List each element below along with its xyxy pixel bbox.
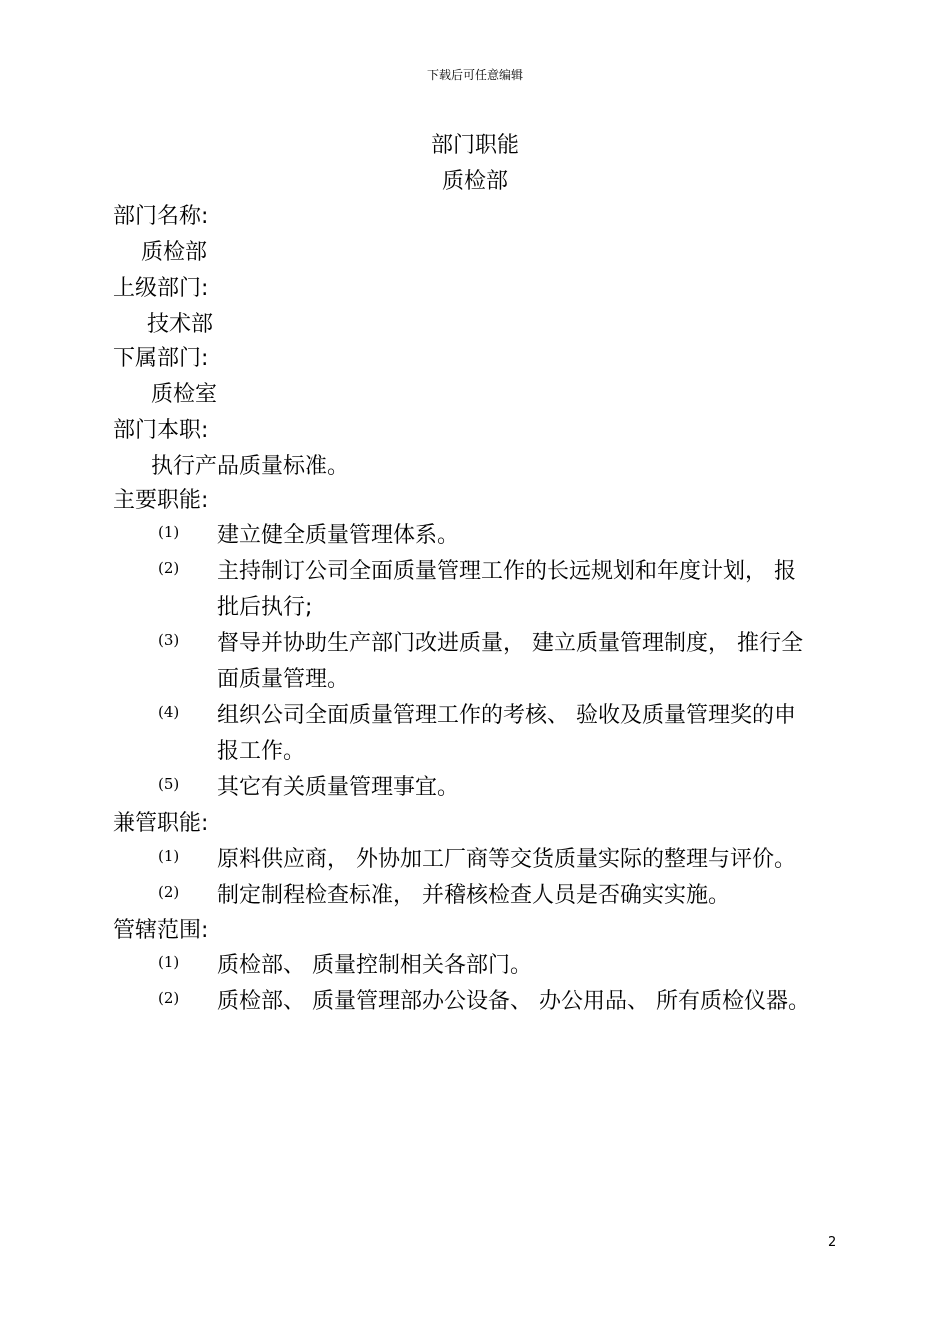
list-number: (2) [158,883,180,901]
section-label-name: 部门名称: [113,204,209,229]
list-item-text: 主持制订公司全面质量管理工作的长远规划和年度计划， 报 [217,559,796,584]
section-value-superior: 技术部 [147,312,214,337]
list-number: (1) [158,953,180,971]
document-subtitle: 质检部 [441,169,508,194]
list-number: (2) [158,989,180,1007]
list-number: (5) [158,775,180,793]
section-label-concurrent-functions: 兼管职能: [113,811,209,836]
list-item-text: 督导并协助生产部门改进质量， 建立质量管理制度， 推行全 [217,631,803,656]
list-item-text: 原料供应商， 外协加工厂商等交货质量实际的整理与评价。 [217,847,796,872]
section-value-subordinate: 质检室 [151,382,218,407]
section-value-name: 质检部 [141,240,208,265]
section-value-duty: 执行产品质量标准。 [151,454,350,479]
list-item-text-continued: 报工作。 [217,739,306,764]
list-number: (2) [158,559,180,577]
list-number: (3) [158,631,180,649]
list-item-text: 组织公司全面质量管理工作的考核、 验收及质量管理奖的申 [217,703,796,728]
section-label-duty: 部门本职: [113,418,209,443]
list-item-text-continued: 批后执行; [217,595,313,620]
section-label-scope: 管辖范围: [113,918,209,943]
list-item-text: 质检部、 质量控制相关各部门。 [217,953,532,978]
list-item-text: 建立健全质量管理体系。 [217,523,460,548]
list-item-text: 制定制程检查标准， 并稽核检查人员是否确实实施。 [217,883,730,908]
page-number: 2 [828,1235,837,1250]
list-item-text-continued: 面质量管理。 [217,667,350,692]
section-label-subordinate: 下属部门: [113,346,209,371]
list-number: (4) [158,703,180,721]
list-number: (1) [158,523,180,541]
list-item-text: 质检部、 质量管理部办公设备、 办公用品、 所有质检仪器。 [217,989,810,1014]
header-note: 下载后可任意编辑 [426,68,523,82]
document-title: 部门职能 [430,133,519,158]
section-label-superior: 上级部门: [113,276,209,301]
list-number: (1) [158,847,180,865]
section-label-main-functions: 主要职能: [113,488,209,513]
list-item-text: 其它有关质量管理事宜。 [217,775,460,800]
